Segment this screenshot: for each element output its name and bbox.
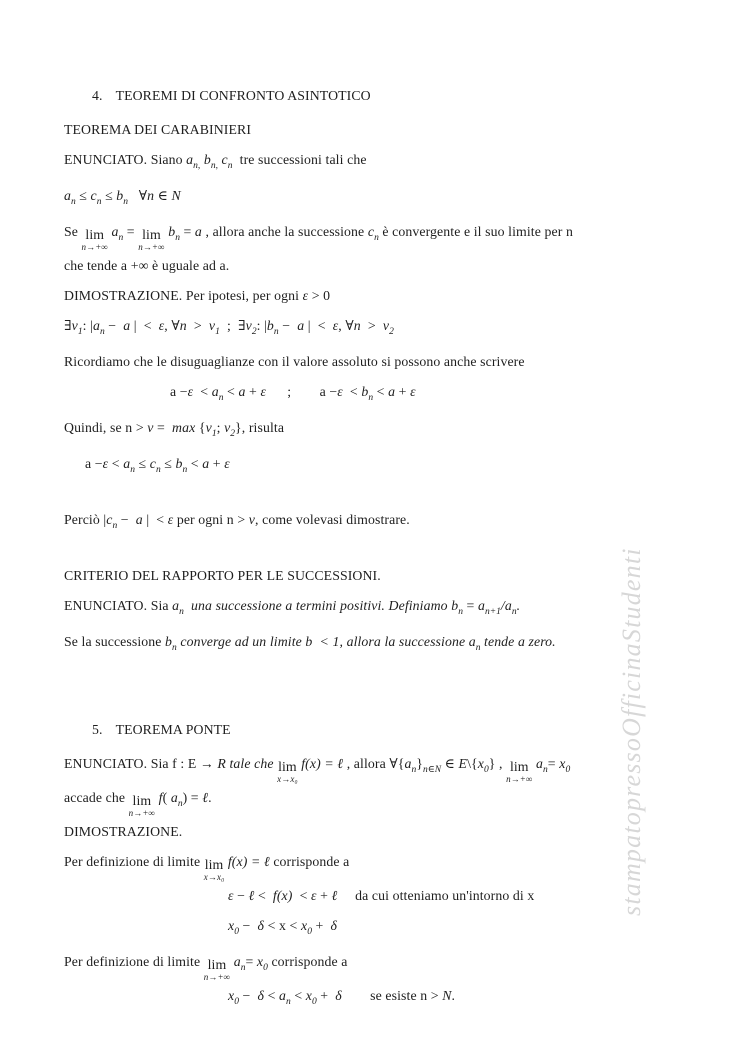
text-segment: > 0 [308,288,331,303]
che-tende-line [64,256,708,276]
text-segment: ℓ [331,888,338,903]
formula-x0-delta-x [64,916,708,942]
text-segment: = [179,224,195,239]
math-subscript: n [475,643,481,653]
text-segment: c [221,152,228,167]
text-segment: = [123,224,139,239]
text-segment: : | [82,318,93,333]
text-segment: ENUNCIATO. Sia [64,598,173,613]
text-segment: Se [64,224,82,239]
text-segment: = [547,756,560,771]
text-segment: < [187,456,203,471]
text-segment: ; [216,420,225,435]
text-segment: b [116,188,124,203]
text-segment: ν [205,420,212,435]
math-subscript: n [123,197,129,207]
text-segment: < [108,456,124,471]
watermark-text: stampatopressoOfficinaStudenti [617,547,646,916]
text-segment: ∃ [64,318,72,333]
math-subscript: n [177,799,183,809]
text-segment: ε [224,456,230,471]
math-subscript: n [179,607,184,617]
text-segment: ε [332,318,339,333]
math-subscript: n [273,327,279,337]
section-number: 4. [92,88,103,103]
text-segment: f(x) [272,888,293,903]
text-segment: ENUNCIATO. Sia f : E → [64,756,218,771]
section-5-heading [64,720,708,740]
text-segment: ν [224,420,231,435]
text-segment: c [367,224,375,239]
text-segment: ( [162,790,171,805]
text-segment: δ [257,918,265,933]
se-lim-line [64,222,708,252]
per-definizione-an [64,952,708,982]
text-segment: N [171,188,181,203]
text-segment: , ∀ [338,318,354,333]
text-segment: a [64,188,71,203]
math-subscript: n [227,161,233,171]
text-segment: ∈ [441,756,459,771]
text-segment: a [504,598,512,613]
text-segment: ν [245,318,252,333]
text-segment: a [238,384,246,399]
math-subscript: n, [210,161,218,171]
math-subscript: n [175,233,180,243]
text-segment: ν [208,318,216,333]
text-segment: ∈ [154,188,172,203]
accade-che-line [64,788,708,818]
text-segment: b [266,318,274,333]
math-subscript: n [543,765,548,775]
text-segment: < [292,888,311,903]
text-segment: b [175,456,183,471]
text-segment: = [245,954,257,969]
text-segment: a [170,790,178,805]
text-segment: ν [382,318,390,333]
math-subscript: 0 [307,927,312,937]
text-segment: R tale che [217,756,274,771]
text-segment: b [168,224,176,239]
text-segment: { [195,420,206,435]
text-segment: N [442,988,452,1003]
text-segment: < [254,888,273,903]
text-segment: + [311,918,331,933]
text-segment: ε [337,384,343,399]
math-subscript: n+1 [484,607,501,617]
limit-notation: lim n→+∞ [506,759,533,784]
text-segment: a [468,634,476,649]
math-subscript: 0 [565,765,571,775]
text-segment: ; ∃ [219,318,246,333]
text-segment: a [172,598,180,613]
text-segment: | < [130,318,159,333]
enunciato-carabinieri [64,150,708,176]
text-segment: Se la successione [64,634,166,649]
text-segment: ε [260,384,266,399]
text-segment: corrisponde a [269,854,350,869]
formula-epsilon-ell [64,886,708,906]
text-segment: ν [147,420,154,435]
text-segment: a − [319,384,338,399]
math-subscript: 0 [234,997,239,1007]
text-segment: − [238,918,258,933]
text-segment: ε [102,456,109,471]
text-segment: ≤ [134,456,150,471]
text-segment: < [373,384,389,399]
criterio-rapporto-title [64,566,708,586]
text-segment: | < [304,318,333,333]
text-segment: ∀ [128,188,148,203]
text-segment: a [202,456,210,471]
text-segment: ν [71,318,78,333]
text-segment: Per definizione di limite [64,854,204,869]
formula-an-cn-bn [64,186,708,212]
text-segment: TEOREMA DEI CARABINIERI [64,122,252,137]
text-segment: a [388,384,396,399]
text-segment: TEOREMI DI CONFRONTO ASINTOTICO [115,88,371,103]
text-segment: a [123,318,131,333]
text-segment: ν [248,512,255,527]
text-segment: a [92,318,100,333]
text-segment: = [462,598,478,613]
section-4-heading [64,86,708,106]
text-segment: c [106,512,113,527]
per-definizione-fx [64,852,708,882]
text-segment: = [153,420,173,435]
math-subscript: 2 [230,429,236,439]
math-subscript: 0 [234,927,239,937]
text-segment: a [194,224,202,239]
text-segment: ε [158,318,165,333]
text-segment: − [117,512,136,527]
percio-line [64,510,708,536]
text-segment: x [305,988,312,1003]
math-subscript: 2 [389,327,394,337]
text-segment: accade che [64,790,129,805]
text-segment: < x < [264,918,301,933]
text-segment: + [245,384,261,399]
text-segment: tende a zero. [484,634,556,649]
text-segment: + [316,888,332,903]
text-segment: c [149,456,156,471]
text-segment: ε [228,888,234,903]
text-segment: ≤ [75,188,91,203]
text-segment: ε [187,384,194,399]
text-segment: x [477,756,484,771]
text-segment: x [301,918,308,933]
se-la-successione-line [64,632,708,658]
text-segment: + [209,456,225,471]
text-segment: a [279,988,287,1003]
text-segment: ℓ [202,790,209,805]
math-subscript: n [374,233,379,243]
text-segment: < [223,384,239,399]
text-segment: corrisponde a [267,954,348,969]
text-segment: , come volevasi dimostrare. [255,512,410,527]
text-segment: ≤ [101,188,117,203]
text-segment: < [290,988,306,1003]
math-subscript: n [96,197,102,207]
math-subscript: n [155,465,161,475]
text-segment: b [361,384,369,399]
text-segment: tre successioni tali che [232,152,367,167]
text-segment: n [179,318,187,333]
text-segment: − [104,318,124,333]
text-segment: a [477,598,485,613]
math-subscript: n [172,643,177,653]
text-segment: a [404,756,412,771]
text-segment: che tende a +∞ è uguale ad a. [64,258,230,273]
text-segment: , ∀ [164,318,180,333]
math-subscript: n [182,465,188,475]
math-subscript: 2 [251,327,257,337]
text-segment: una successione a termini positivi. Definiamo [191,598,452,613]
text-segment: da cui otteniamo un'intorno di x [337,888,535,903]
text-segment: Ricordiamo che le disuguaglianze con il valore assoluto si possono anche scrivere [64,354,525,369]
text-segment: − [233,888,249,903]
text-segment: / [500,598,505,613]
text-segment: . [451,988,456,1003]
text-segment: f(x) = ℓ [227,854,270,869]
text-segment: x [228,918,235,933]
text-segment: x [228,988,235,1003]
text-segment: ε [410,384,416,399]
math-subscript: n, [193,161,201,171]
math-subscript: 0 [483,765,489,775]
text-segment: DIMOSTRAZIONE. Per ipotesi, per ogni [64,288,303,303]
text-segment: CRITERIO DEL RAPPORTO PER LE SUCCESSIONI. [64,568,381,583]
text-segment: a [211,384,219,399]
enunciato-rapporto [64,596,708,622]
text-segment: ≤ [160,456,176,471]
text-segment: n [147,188,155,203]
text-segment: a − [170,384,188,399]
math-subscript: n [218,393,224,403]
dimostrazione-ponte [64,822,708,842]
text-segment: . [516,598,521,613]
text-segment: Per definizione di limite [64,954,204,969]
math-subscript: n [458,607,463,617]
text-segment: Perciò | [64,512,107,527]
limit-notation: lim n→+∞ [138,227,165,252]
text-segment: se esiste n > [341,988,443,1003]
math-subscript: n [118,233,124,243]
math-subscript: n [368,393,374,403]
text-segment: converge ad un limite b < 1, allora la successione [180,634,469,649]
text-segment: c [90,188,97,203]
text-segment: f(x) = ℓ [301,756,344,771]
text-segment: a [186,152,194,167]
text-segment: ε [167,512,174,527]
math-subscript: n [99,327,105,337]
text-segment: ENUNCIATO. Siano [64,152,187,167]
math-subscript: n [286,997,291,1007]
text-segment: ℓ [248,888,255,903]
text-segment: } [416,756,423,771]
text-segment [184,598,191,613]
ricordiamo-line [64,352,708,372]
text-segment: : | [256,318,267,333]
text-segment: ε [311,888,317,903]
text-segment: a − [85,456,103,471]
math-subscript: 0 [311,997,317,1007]
section-number: 5. [92,722,103,737]
text-segment: per ogni n > [173,512,249,527]
text-segment: − [278,318,298,333]
math-subscript: n [511,607,517,617]
text-segment: b [451,598,459,613]
formula-double-inequality [64,382,708,408]
text-segment: , allora ∀{ [343,756,405,771]
text-segment: ε [302,288,309,303]
formula-chain-inequality [64,454,708,480]
text-segment: δ [335,988,342,1003]
math-subscript: 1 [211,429,217,439]
text-segment: ) = [182,790,203,805]
text-segment: b [165,634,173,649]
text-segment: > [360,318,383,333]
text-segment: δ [257,988,265,1003]
text-segment: < [264,988,280,1003]
text-segment: E [458,756,468,771]
text-segment: | < [142,512,168,527]
quindi-line [64,418,708,444]
limit-notation: lim x→x₀ [203,857,225,882]
text-segment: < [193,384,212,399]
text-segment: ; [266,384,320,399]
math-subscript: 1 [77,327,83,337]
text-segment: TEOREMA PONTE [115,722,231,737]
theorem-carabinieri-title [64,120,708,140]
text-segment: , allora anche la successione [201,224,368,239]
text-segment: − [238,988,258,1003]
math-subscript: n∈N [423,765,442,775]
text-segment: x [256,954,264,969]
enunciato-ponte [64,754,708,784]
text-segment: a [536,756,544,771]
limit-notation: lim x→x₀ [277,759,298,784]
math-subscript: n [112,521,118,531]
formula-esiste-nu [64,316,708,342]
text-segment: f [158,790,163,805]
text-segment: DIMOSTRAZIONE. [64,824,183,839]
math-subscript: n [411,765,417,775]
text-segment: . [208,790,212,805]
watermark [617,547,647,916]
text-segment: è convergente e il suo limite per n [378,224,573,239]
text-segment: a [135,512,143,527]
math-subscript: n [240,963,246,973]
text-segment: Quindi, se n > [64,420,148,435]
text-segment: b [203,152,211,167]
limit-notation: lim n→+∞ [81,227,108,252]
math-subscript: 1 [215,327,220,337]
text-segment: > [186,318,209,333]
text-segment: + [316,988,336,1003]
limit-notation: lim n→+∞ [128,793,156,818]
math-subscript: n [130,465,135,475]
math-subscript: n [71,197,76,207]
text-segment: a [297,318,305,333]
text-segment: x [559,756,566,771]
text-segment: } , [488,756,507,771]
formula-x0-delta-an [64,986,708,1012]
limit-notation: lim n→+∞ [203,957,231,982]
math-subscript: 0 [263,963,268,973]
text-segment: n [353,318,361,333]
text-segment: }, risulta [235,420,285,435]
text-segment: + [395,384,411,399]
text-segment: \{ [467,756,478,771]
text-segment: < [342,384,362,399]
text-segment: a [123,456,131,471]
text-segment: max [172,420,196,435]
text-segment: a [111,224,119,239]
dimostrazione-carabinieri [64,286,708,306]
text-segment: a [233,954,241,969]
text-segment: δ [330,918,338,933]
